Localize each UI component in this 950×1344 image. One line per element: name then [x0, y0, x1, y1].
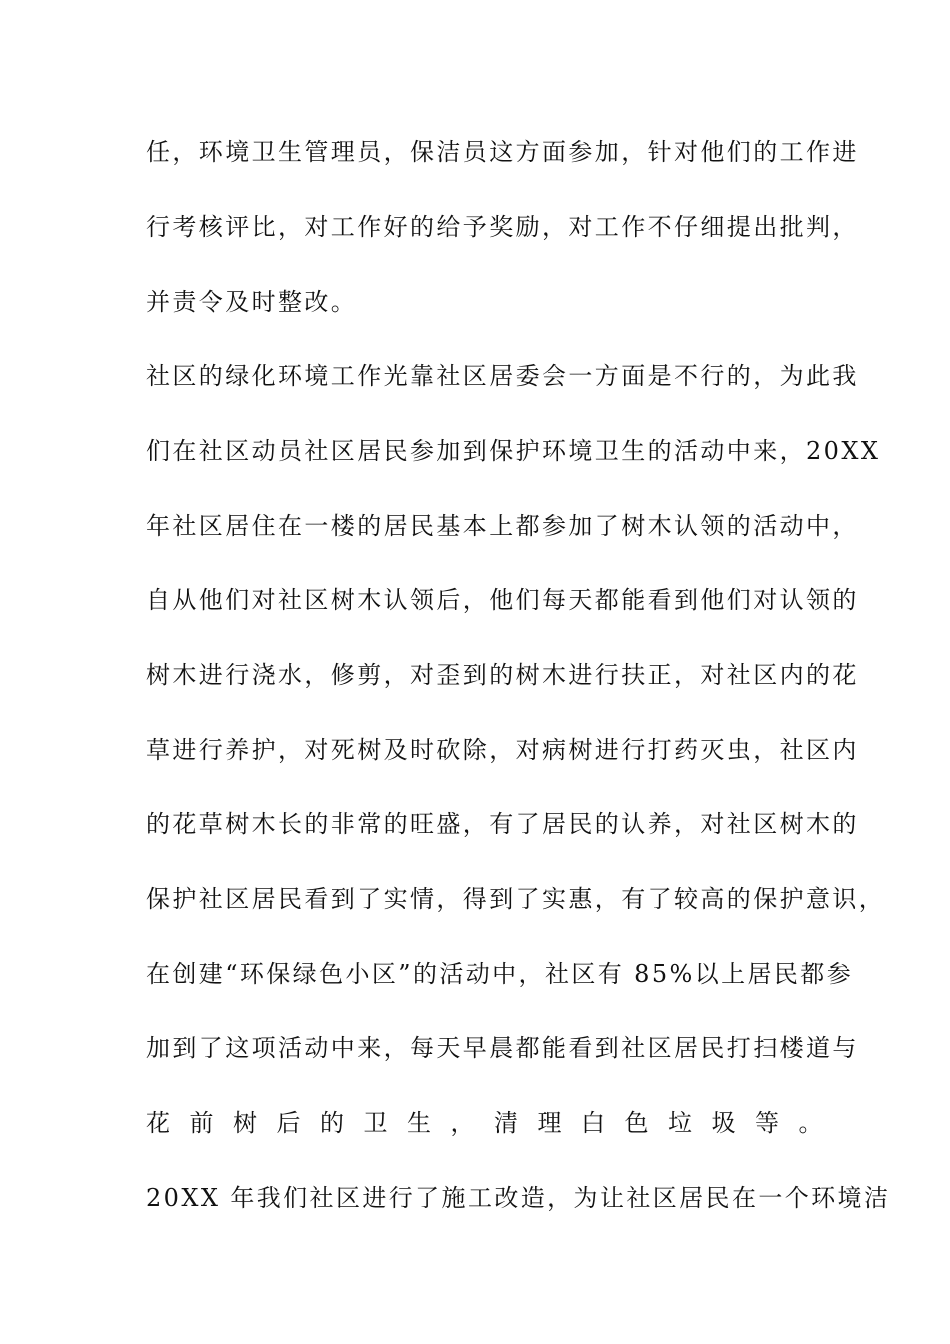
paragraph-line: 保护社区居民看到了实情，得到了实惠，有了较高的保护意识，: [146, 885, 886, 913]
paragraph-line: 任，环境卫生管理员，保洁员这方面参加，针对他们的工作进: [146, 138, 859, 166]
paragraph-line: 行考核评比，对工作好的给予奖励，对工作不仔细提出批判，: [146, 213, 859, 241]
paragraph-line: 自从他们对社区树木认领后，他们每天都能看到他们对认领的: [146, 586, 859, 614]
paragraph-line: 并责令及时整改。: [146, 288, 358, 316]
paragraph-line: 们在社区动员社区居民参加到保护环境卫生的活动中来，20XX: [146, 437, 881, 465]
paragraph-line: 花前树后的卫生，清理白色垃圾等。: [146, 1109, 842, 1137]
paragraph-line: 树木进行浇水，修剪，对歪到的树木进行扶正，对社区内的花: [146, 661, 859, 689]
paragraph-line: 加到了这项活动中来，每天早晨都能看到社区居民打扫楼道与: [146, 1034, 859, 1062]
paragraph-line: 在创建“环保绿色小区”的活动中，社区有 85%以上居民都参: [146, 960, 854, 988]
paragraph-line: 20XX 年我们社区进行了施工改造，为让社区居民在一个环境洁: [146, 1184, 891, 1212]
paragraph-line: 的花草树木长的非常的旺盛，有了居民的认养，对社区树木的: [146, 810, 859, 838]
paragraph-line: 草进行养护，对死树及时砍除，对病树进行打药灭虫，社区内: [146, 736, 859, 764]
paragraph-line: 社区的绿化环境工作光靠社区居委会一方面是不行的，为此我: [146, 362, 859, 390]
paragraph-line: 年社区居住在一楼的居民基本上都参加了树木认领的活动中，: [146, 512, 859, 540]
